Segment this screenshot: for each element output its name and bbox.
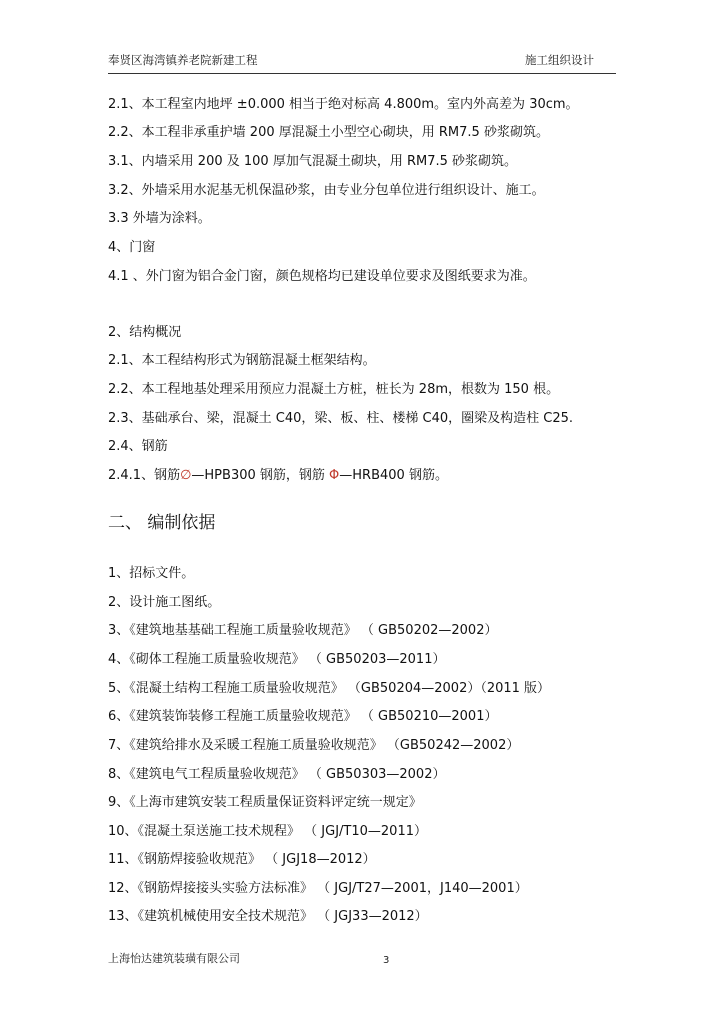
basis-item: 8、《建筑电气工程质量验收规范》 （ GB50303—2002） — [108, 767, 446, 782]
arch-line-4-1: 4.1 、外门窗为铝合金门窗，颜色规格均已建设单位要求及图纸要求为准。 — [108, 269, 536, 284]
basis-item: 4、《砌体工程施工质量验收规范》 （ GB50203—2011） — [108, 652, 446, 667]
arch-line-2-2: 2.2、本工程非承重护墙 200 厚混凝土小型空心砌块，用 RM7.5 砂浆砌筑。 — [108, 125, 549, 140]
rebar-text-c: —HRB400 钢筋。 — [339, 468, 448, 483]
structure-line-2-4: 2.4、钢筋 — [108, 439, 168, 454]
basis-item: 5、《混凝土结构工程施工质量验收规范》 （GB50204—2002）（2011 版） — [108, 681, 551, 696]
structure-line-2-3: 2.3、基础承台、梁，混凝土 C40，梁、板、柱、楼梯 C40，圈梁及构造柱 C25. — [108, 411, 574, 426]
header-project-name: 奉贤区海湾镇养老院新建工程 — [108, 53, 258, 67]
basis-item: 1、招标文件。 — [108, 566, 195, 581]
basis-item: 13、《建筑机械使用安全技术规范》 （ JGJ33—2012） — [108, 909, 428, 924]
basis-item: 11、《钢筋焊接验收规范》 （ JGJ18—2012） — [108, 852, 376, 867]
basis-item: 7、《建筑给排水及采暖工程施工质量验收规范》 （GB50242—2002） — [108, 738, 520, 753]
header-doc-type: 施工组织设计 — [525, 53, 594, 67]
structure-line-2-1: 2.1、本工程结构形式为钢筋混凝土框架结构。 — [108, 353, 376, 368]
footer-company-name: 上海怡达建筑装璜有限公司 — [108, 952, 240, 965]
hpb-symbol-icon: ∅ — [180, 468, 192, 483]
structure-line-2-2: 2.2、本工程地基处理采用预应力混凝土方桩，桩长为 28m，根数为 150 根。 — [108, 382, 560, 397]
section-title-basis: 二、 编制依据 — [108, 513, 216, 533]
basis-item: 9、《上海市建筑安装工程质量保证资料评定统一规定》 — [108, 795, 422, 810]
rebar-text-a: 2.4.1、钢筋 — [108, 468, 181, 483]
structure-line-2-4-1 — [108, 467, 448, 485]
page-number: 3 — [383, 955, 390, 966]
arch-line-3-2: 3.2、外墙采用水泥基无机保温砂浆，由专业分包单位进行组织设计、施工。 — [108, 183, 545, 198]
basis-item: 10、《混凝土泵送施工技术规程》 （ JGJ/T10—2011） — [108, 824, 427, 839]
basis-item: 12、《钢筋焊接接头实验方法标准》 （ JGJ/T27—2001，J140—2001） — [108, 881, 528, 896]
header-divider — [108, 73, 616, 74]
hrb-symbol-icon: Φ — [329, 468, 340, 483]
arch-line-2-1: 2.1、本工程室内地坪 ±0.000 相当于绝对标高 4.800m。室内外高差为 30cm。 — [108, 97, 579, 112]
arch-line-3-1: 3.1、内墙采用 200 及 100 厚加气混凝土砌块，用 RM7.5 砂浆砌筑。 — [108, 154, 518, 169]
basis-item: 6、《建筑装饰装修工程施工质量验收规范》 （ GB50210—2001） — [108, 709, 498, 724]
page-header — [108, 52, 616, 72]
rebar-text-b: —HPB300 钢筋，钢筋 — [191, 468, 330, 483]
arch-line-4: 4、门窗 — [108, 240, 156, 255]
structure-heading: 2、结构概况 — [108, 325, 182, 340]
arch-line-3-3: 3.3 外墙为涂料。 — [108, 211, 211, 226]
basis-item: 3、《建筑地基基础工程施工质量验收规范》 （ GB50202—2002） — [108, 623, 498, 638]
basis-item: 2、设计施工图纸。 — [108, 595, 221, 610]
